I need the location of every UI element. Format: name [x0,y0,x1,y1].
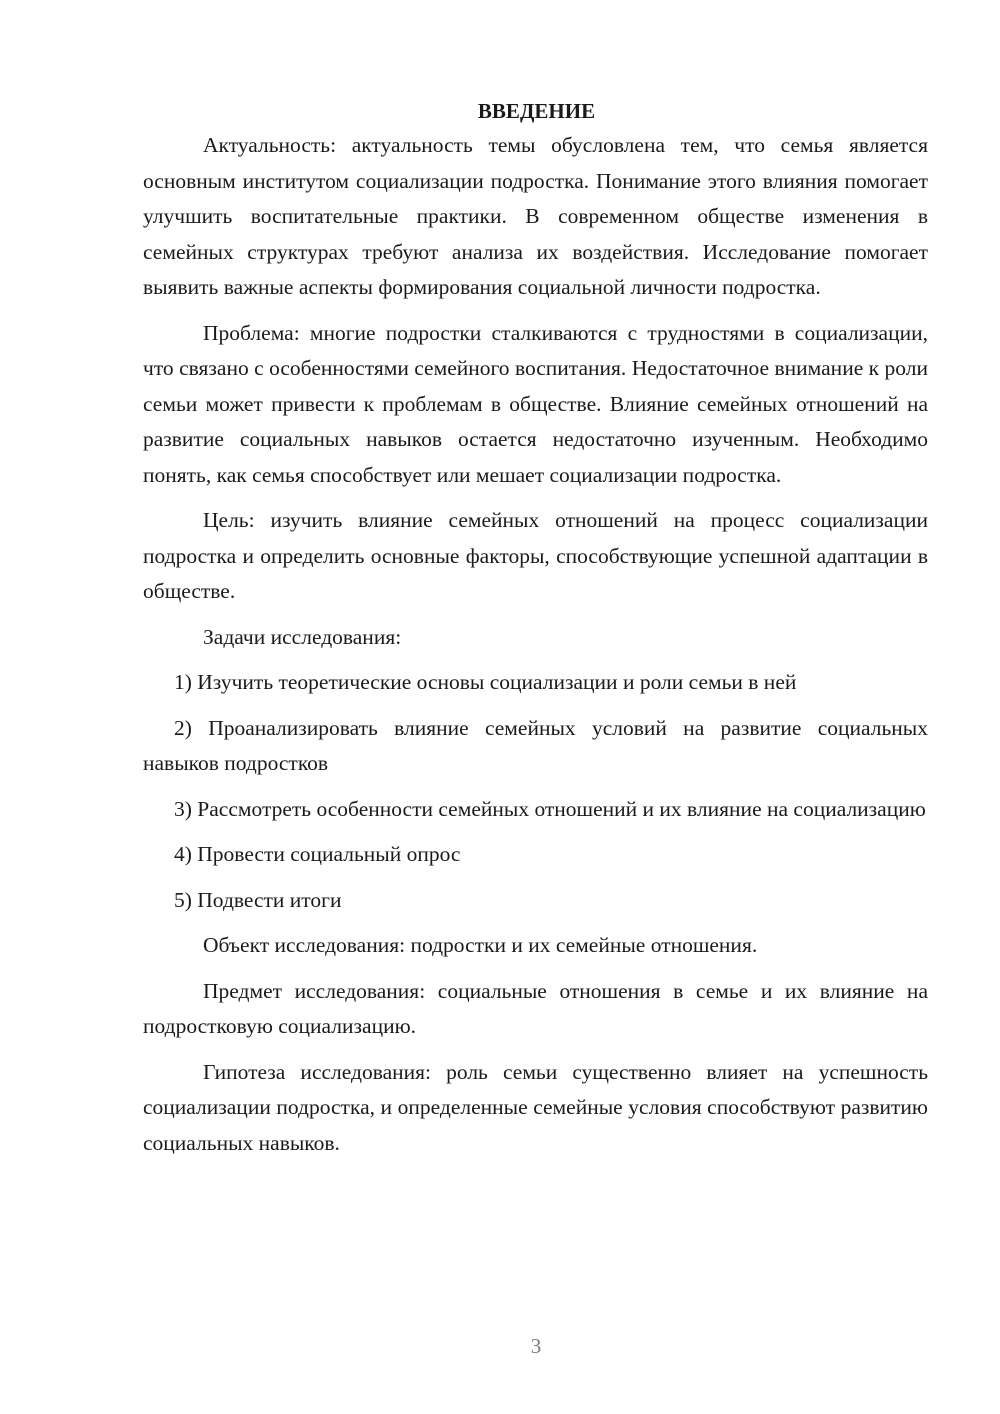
task-item-3: 3) Рассмотреть особенности семейных отношений и их влияние на социализацию [174,796,926,821]
paragraph-object: Объект исследования: подростки и их семейные отношения. [203,933,758,957]
task-item-1: 1) Изучить теоретические основы социализации и роли семьи в ней [174,670,797,694]
page-body [143,96,928,1171]
section-heading: ВВЕДЕНИЕ [477,99,596,123]
paragraph-hypothesis: Гипотеза исследования: роль семьи существенно влияет на успешность социализации подростка, и определенные семейные условия способствуют развитию социальных навыков. [143,1059,928,1155]
page-number: 3 [530,1334,542,1358]
paragraph-relevance: Актуальность: актуальность темы обусловлена тем, что семья является основным институтом социализации подростка. Понимание этого влияния помогает улучшить воспитательные практики. В современном обществе изменения в семейных структурах требуют анализа их воздействия. Исследование помогает выявить важные аспекты формирования социальной личности подростка. [143,133,928,299]
paragraph-problem: Проблема: многие подростки сталкиваются с трудностями в социализации, что связано с особенностями семейного воспитания. Недостаточное внимание к роли семьи может привести к проблемам в обществе. Влияние семейных отношений на развитие социальных навыков остается недостаточно изученным. Необходимо понять, как семья способствует или мешает социализации подростка. [143,320,928,487]
task-item-2: 2) Проанализировать влияние семейных условий на развитие социальных навыков подростков [143,715,928,775]
tasks-title: Задачи исследования: [203,624,402,649]
paragraph-subject: Предмет исследования: социальные отношения в семье и их влияние на подростковую социализацию. [143,978,928,1038]
task-item-5: 5) Подвести итоги [174,887,342,912]
paragraph-goal: Цель: изучить влияние семейных отношений на процесс социализации подростка и определить основные факторы, способствующие успешной адаптации в обществе. [143,508,928,603]
task-item-4: 4) Провести социальный опрос [174,842,461,866]
